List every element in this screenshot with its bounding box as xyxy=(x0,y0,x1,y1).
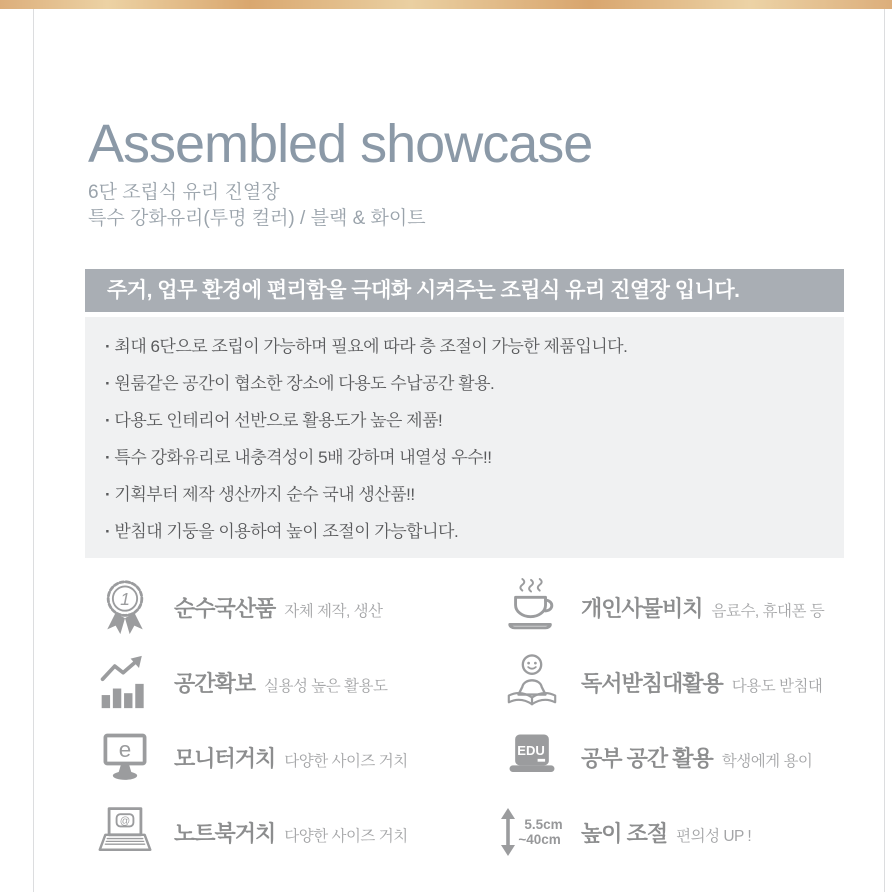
bullet-item: · 특수 강화유리로 내충격성이 5배 강하며 내열성 우수!! xyxy=(105,448,824,468)
height-label-min: 5.5cm xyxy=(524,817,563,833)
feature-study-space xyxy=(495,720,845,795)
feature-title: 독서받침대활용 xyxy=(581,670,723,696)
bullet-item: · 받침대 기둥을 이용하여 높이 조절이 가능합니다. xyxy=(105,522,824,542)
bullet-item: · 원룸같은 공간이 협소한 장소에 다용도 수납공간 활용. xyxy=(105,374,824,394)
feature-desc: 편의성 UP ! xyxy=(676,827,752,845)
feature-reading-stand xyxy=(495,645,845,720)
medal-number: 1 xyxy=(120,589,130,610)
growth-chart-icon xyxy=(94,651,156,713)
feature-title: 개인사물비치 xyxy=(581,595,703,621)
laptop-at-sign: @ xyxy=(119,816,131,828)
subtitle-line-1: 6단 조립식 유리 진열장 xyxy=(88,181,280,203)
page-title: Assembled showcase xyxy=(88,114,593,174)
page-frame-right xyxy=(884,9,885,892)
feature-personal-items xyxy=(495,570,845,645)
feature-space-saving xyxy=(88,645,495,720)
edu-board-icon xyxy=(501,726,563,788)
height-range-icon xyxy=(501,801,563,863)
feature-desc: 다양한 사이즈 거치 xyxy=(284,827,408,845)
medal-icon xyxy=(94,576,156,638)
product-description-page xyxy=(88,9,845,870)
feature-height-adjust xyxy=(495,795,845,870)
feature-title: 높이 조절 xyxy=(581,820,668,846)
feature-title: 모니터거치 xyxy=(174,745,276,771)
reading-person-icon xyxy=(501,651,563,713)
bullet-item: · 최대 6단으로 조립이 가능하며 필요에 따라 층 조절이 가능한 제품입니다. xyxy=(105,337,824,357)
headline-banner: 주거, 업무 환경에 편리함을 극대화 시켜주는 조립식 유리 진열장 입니다. xyxy=(85,269,844,312)
feature-title: 노트북거치 xyxy=(174,820,276,846)
feature-desc: 음료수, 휴대폰 등 xyxy=(711,602,825,620)
subtitle-line-2: 특수 강화유리(투명 컬러) / 블랙 & 화이트 xyxy=(88,207,426,229)
page-subtitles xyxy=(88,180,845,232)
laptop-icon xyxy=(94,801,156,863)
feature-title: 공부 공간 활용 xyxy=(581,745,713,771)
monitor-icon xyxy=(94,726,156,788)
bullet-box xyxy=(85,317,844,558)
feature-desc: 다양한 사이즈 거치 xyxy=(284,752,408,770)
feature-title: 공간확보 xyxy=(174,670,256,696)
feature-desc: 학생에게 용이 xyxy=(721,752,813,770)
edu-label: EDU xyxy=(517,743,545,759)
feature-laptop-stand xyxy=(88,795,495,870)
monitor-letter: e xyxy=(118,737,132,763)
bullet-item: · 기획부터 제작 생산까지 순수 국내 생산품!! xyxy=(105,485,824,505)
feature-domestic-product xyxy=(88,570,495,645)
feature-grid xyxy=(88,570,845,870)
feature-title: 순수국산품 xyxy=(174,595,276,621)
feature-desc: 실용성 높은 활용도 xyxy=(264,677,388,695)
coffee-cup-icon xyxy=(501,576,563,638)
bullet-list xyxy=(105,337,824,542)
wood-texture-strip xyxy=(0,0,892,9)
page-frame-left xyxy=(33,9,34,892)
feature-desc: 자체 제작, 생산 xyxy=(284,602,383,620)
feature-desc: 다용도 받침대 xyxy=(731,677,823,695)
bullet-item: · 다용도 인테리어 선반으로 활용도가 높은 제품! xyxy=(105,411,824,431)
feature-monitor-stand xyxy=(88,720,495,795)
height-label-max: ~40cm xyxy=(518,832,561,848)
